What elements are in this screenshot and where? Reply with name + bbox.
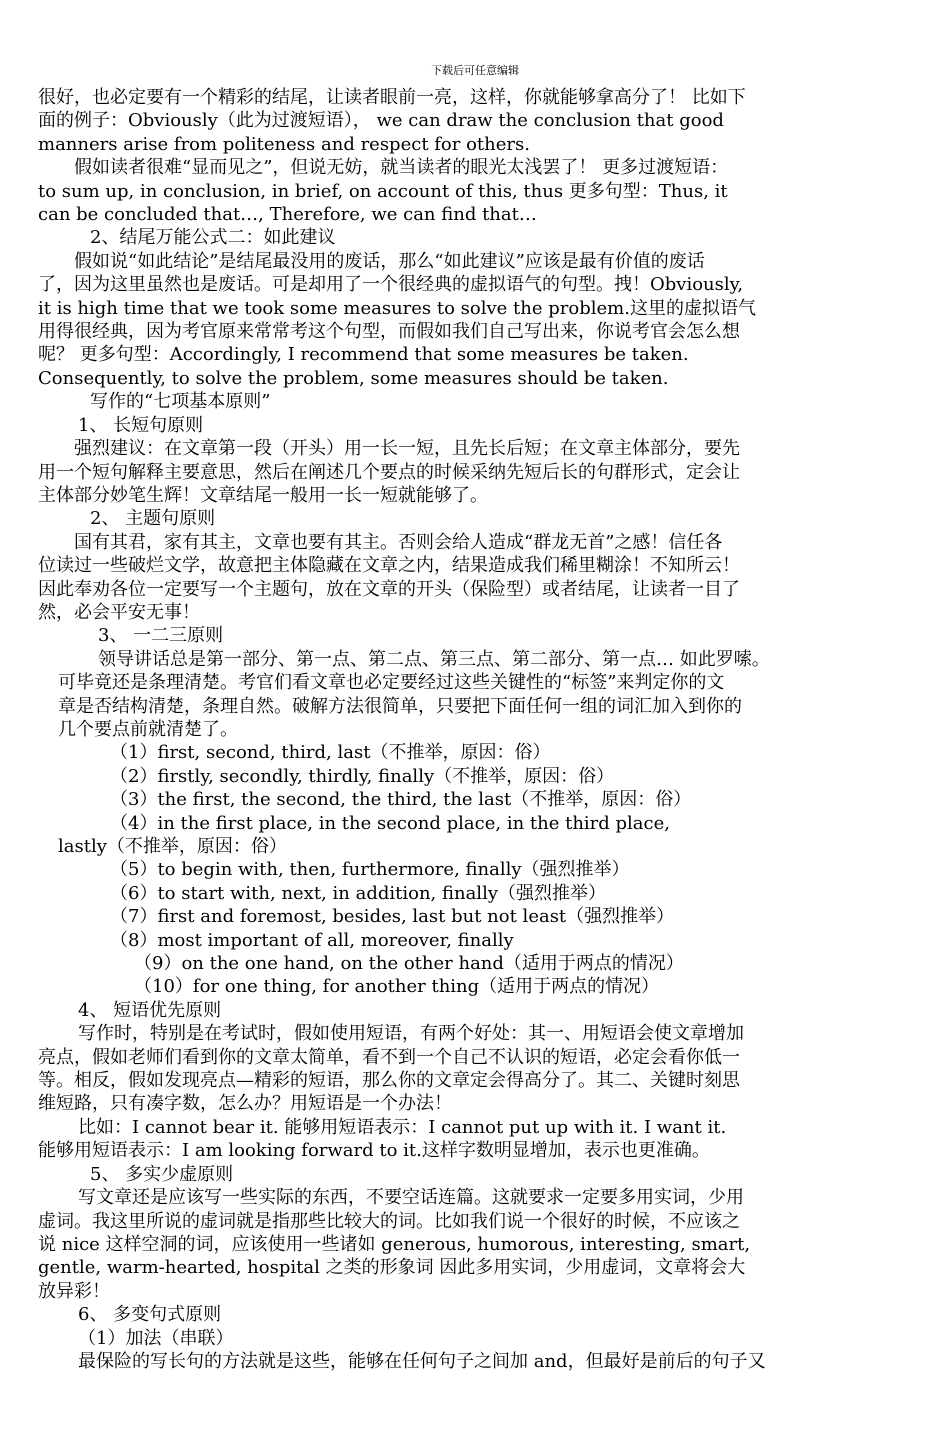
text-line: 面的例子：Obviously（此为过渡短语）， we can draw the conclusion that good xyxy=(38,110,724,132)
text-line: 写作时，特别是在考试时，假如使用短语，有两个好处：其一、用短语会使文章增加 xyxy=(78,1023,744,1045)
text-line: 了，因为这里虽然也是废话。可是却用了一个很经典的虚拟语气的句型。拽！Obviously, xyxy=(38,274,744,296)
text-line: 放异彩！ xyxy=(38,1280,110,1302)
text-line: 说 nice 这样空洞的词，应该使用一些诸如 generous, humorous, interesting, smart, xyxy=(38,1233,751,1255)
text-line: 领导讲话总是第一部分、第一点、第二点、第三点、第二部分、第一点… 如此罗嗦。 xyxy=(98,648,770,670)
text-line: manners arise from politeness and respect for others. xyxy=(38,133,530,155)
list-item: （2）firstly, secondly, thirdly, finally（不推举，原因：俗） xyxy=(110,765,615,787)
text-line: Consequently, to solve the problem, some measures should be taken. xyxy=(38,367,669,389)
text-line: 假如读者很难“显而见之”，但说无妨，就当读者的眼光太浅罢了！ 更多过渡短语： xyxy=(74,157,729,179)
text-line: 很好，也必定要有一个精彩的结尾，让读者眼前一亮，这样，你就能够拿高分了！ 比如下 xyxy=(38,87,746,108)
text-line: 因此奉劝各位一定要写一个主题句，放在文章的开头（保险型）或者结尾，让读者一目了 xyxy=(38,578,740,600)
text-line: it is high time that we took some measures to solve the problem.这里的虚拟语气 xyxy=(38,297,756,319)
text-line: to sum up, in conclusion, in brief, on account of this, thus 更多句型：Thus, it xyxy=(38,180,728,202)
section-heading: 6、 多变句式原则 xyxy=(78,1304,222,1326)
document-body xyxy=(38,86,884,1373)
text-line: 主体部分妙笔生辉！文章结尾一般用一长一短就能够了。 xyxy=(38,484,488,506)
list-item: （8）most important of all, moreover, finally xyxy=(110,929,514,951)
list-item: （7）first and foremost, besides, last but not least（强烈推举） xyxy=(110,906,675,928)
section-heading: 写作的“七项基本原则” xyxy=(90,391,271,413)
text-line: 亮点，假如老师们看到你的文章太简单，看不到一个自己不认识的短语，必定会看你低一 xyxy=(38,1046,740,1068)
text-line: 可毕竟还是条理清楚。考官们看文章也必定要经过这些关键性的“标签”来判定你的文 xyxy=(58,672,725,694)
text-line: 呢？ 更多句型：Accordingly, I recommend that some measures be taken. xyxy=(38,344,689,366)
text-line: 然，必会平安无事！ xyxy=(38,601,200,623)
text-line: 国有其君，家有其主，文章也要有其主。否则会给人造成“群龙无首”之感！信任各 xyxy=(74,531,723,553)
list-item: lastly（不推举，原因：俗） xyxy=(58,836,287,857)
section-heading: 5、 多实少虚原则 xyxy=(90,1163,234,1185)
text-line: 最保险的写长句的方法就是这些，能够在任何句子之间加 and，但最好是前后的句子又 xyxy=(78,1350,766,1372)
text-line: 几个要点前就清楚了。 xyxy=(58,718,238,740)
text-line: 位读过一些破烂文学，故意把主体隐藏在文章之内，结果造成我们稀里糊涂！不知所云！ xyxy=(38,555,740,577)
text-line: 比如：I cannot bear it. 能够用短语表示：I cannot put up with it. I want it. xyxy=(78,1116,727,1138)
text-line: 强烈建议：在文章第一段（开头）用一长一短，且先长后短；在文章主体部分，要先 xyxy=(74,438,740,460)
list-item: （1）first, second, third, last（不推举，原因：俗） xyxy=(110,742,551,764)
section-heading: 4、 短语优先原则 xyxy=(78,999,222,1021)
section-heading: 3、 一二三原则 xyxy=(98,625,224,647)
list-item: （4）in the first place, in the second place, in the third place, xyxy=(110,812,670,834)
list-item: （9）on the one hand, on the other hand（适用于两点的情况） xyxy=(134,953,684,975)
text-line: can be concluded that…, Therefore, we can find that… xyxy=(38,204,537,226)
section-heading: 2、结尾万能公式二：如此建议 xyxy=(90,227,336,249)
list-item: （5）to begin with, then, furthermore, finally（强烈推举） xyxy=(110,859,630,881)
text-line: 假如说“如此结论”是结尾最没用的废话，那么“如此建议”应该是最有价值的废话 xyxy=(74,250,705,272)
list-item: （6）to start with, next, in addition, finally（强烈推举） xyxy=(110,882,606,904)
text-line: 等。相反，假如发现亮点—精彩的短语，那么你的文章定会得高分了。其二、关键时刻思 xyxy=(38,1070,740,1092)
text-line: 用得很经典，因为考官原来常常考这个句型，而假如我们自己写出来，你说考官会怎么想 xyxy=(38,321,740,343)
section-heading: 1、 长短句原则 xyxy=(78,414,204,436)
text-line: 用一个短句解释主要意思，然后在阐述几个要点的时候采纳先短后长的句群形式，定会让 xyxy=(38,461,740,483)
text-line: gentle, warm-hearted, hospital 之类的形象词 因此多用实词，少用虚词，文章将会大 xyxy=(38,1257,746,1279)
section-heading: 2、 主题句原则 xyxy=(90,508,216,530)
text-line: 章是否结构清楚，条理自然。破解方法很简单，只要把下面任何一组的词汇加入到你的 xyxy=(58,695,742,717)
list-item: （3）the first, the second, the third, the last（不推举，原因：俗） xyxy=(110,789,692,811)
text-line: 能够用短语表示：I am looking forward to it.这样字数明显增加，表示也更准确。 xyxy=(38,1140,710,1162)
page-header: 下载后可任意编辑 xyxy=(431,64,519,77)
section-heading: （1）加法（串联） xyxy=(78,1327,234,1349)
list-item: （10）for one thing, for another thing（适用于两点的情况） xyxy=(134,976,660,998)
text-line: 写文章还是应该写一些实际的东西，不要空话连篇。这就要求一定要多用实词，少用 xyxy=(78,1187,744,1209)
text-line: 虚词。我这里所说的虚词就是指那些比较大的词。比如我们说一个很好的时候，不应该之 xyxy=(38,1210,740,1232)
text-line: 维短路，只有凑字数，怎么办？用短语是一个办法！ xyxy=(38,1093,452,1115)
